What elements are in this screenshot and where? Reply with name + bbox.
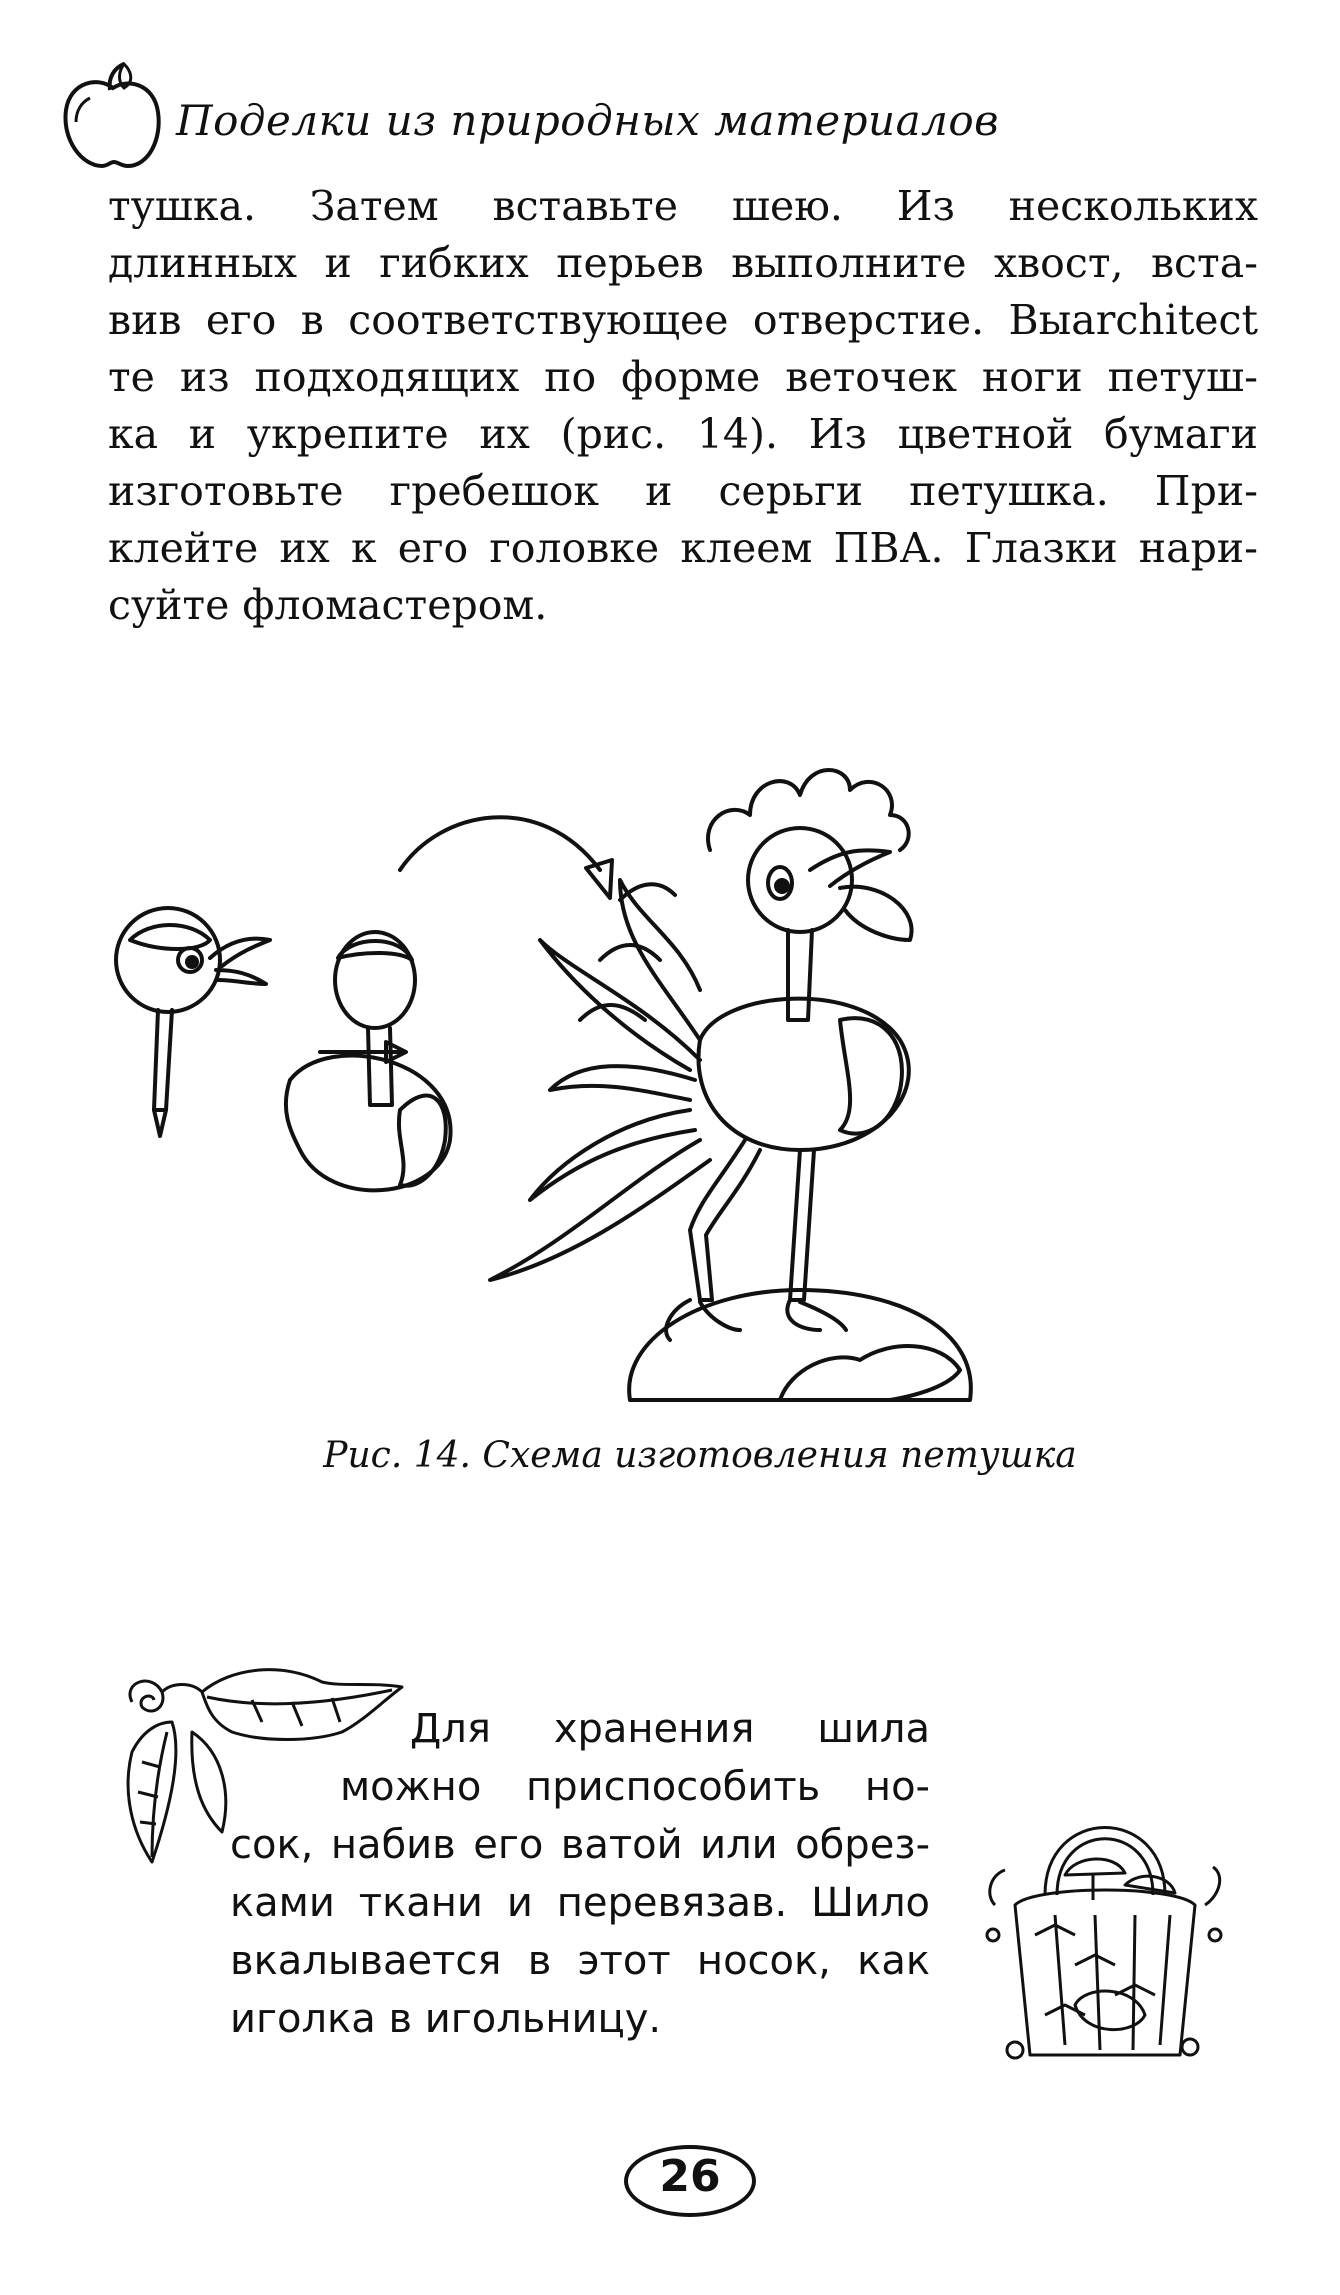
body-line: клейте их к его головке клеем ПВА. Глазки нари- — [108, 524, 1258, 572]
figure-14 — [100, 640, 1300, 1440]
body-line: те из подходящих по форме веточек ноги петуш- — [108, 353, 1258, 401]
tip-line: сок, набив его ватой или обрез- — [230, 1822, 930, 1868]
arrow-curved — [400, 817, 612, 898]
body-line: изготовьте гребешок и серьги петушка. При- — [108, 467, 1258, 515]
apple-icon — [58, 62, 168, 172]
mushroom-basket-icon — [975, 1775, 1235, 2075]
figure-caption: Рис. 14. Схема изготовления петушка — [323, 1435, 1077, 1476]
step-finished-rooster — [490, 770, 971, 1400]
step-head-on-peg — [116, 908, 270, 1136]
tip-line: вкалывается в этот носок, как — [230, 1938, 930, 1984]
tip-line: Для хранения шила — [410, 1706, 930, 1752]
running-header — [58, 62, 1258, 172]
body-line: вив его в соответствующее отверстие. Выarchitect — [108, 296, 1258, 344]
body-paragraph — [108, 178, 1258, 634]
tip-line: иголка в игольницу. — [230, 1996, 662, 2042]
page-number — [624, 2145, 752, 2215]
step-head-on-body — [286, 932, 451, 1190]
tip-paragraph — [230, 1700, 930, 2048]
header-title: Поделки из природных материалов — [176, 96, 1000, 145]
body-line: тушка. Затем вставьте шею. Из нескольких — [108, 182, 1258, 230]
tip-line: можно приспособить но- — [340, 1764, 930, 1810]
body-line: длинных и гибких перьев выполните хвост, вста- — [108, 239, 1258, 287]
body-line: суйте фломастером. — [108, 581, 548, 629]
page-number-text: 26 — [659, 2151, 721, 2202]
tip-line: ками ткани и перевязав. Шило — [230, 1880, 930, 1926]
rooster-scheme-illustration — [100, 640, 1300, 1440]
body-line: ка и укрепите их (рис. 14). Из цветной бумаги — [108, 410, 1258, 458]
